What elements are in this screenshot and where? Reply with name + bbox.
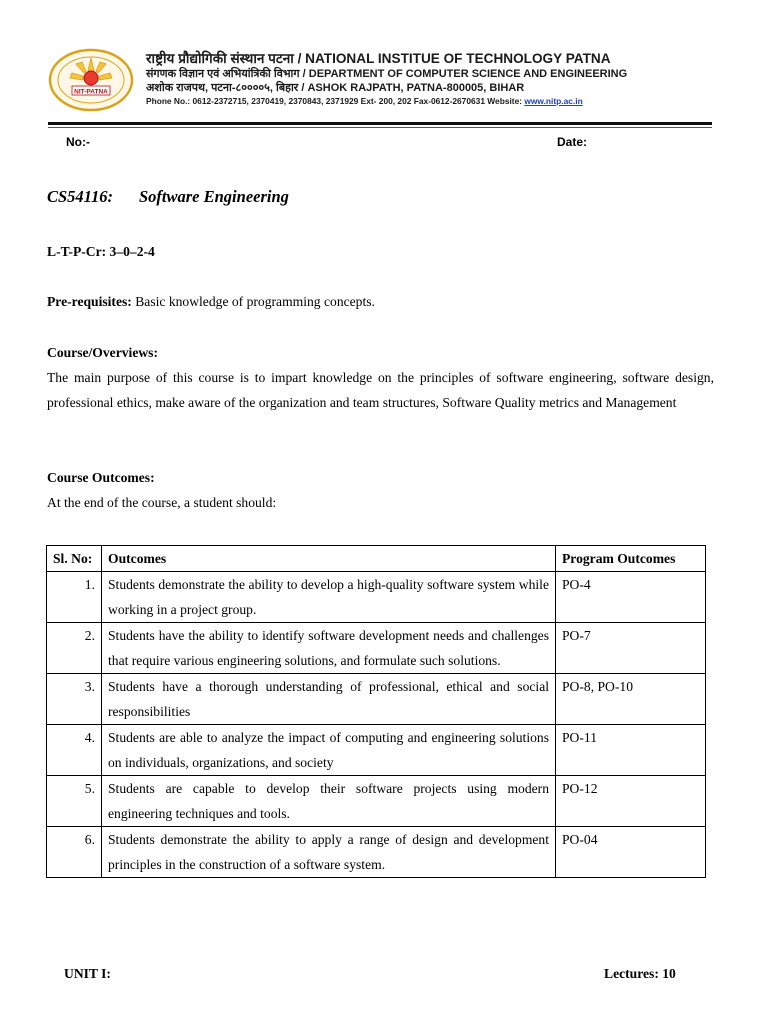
website-link[interactable]: www.nitp.ac.in (524, 96, 583, 106)
row-program-outcome: PO-11 (556, 725, 706, 776)
nit-patna-logo (48, 48, 134, 112)
unit-label: UNIT I: (64, 966, 111, 981)
letterhead (44, 44, 724, 122)
row-outcome: Students are capable to develop their software projects using modern engineering techniques and tools. (102, 776, 556, 827)
table-row (47, 674, 706, 725)
date-label: Date: (557, 135, 588, 149)
contact-phone-fax: Phone No.: 0612-2372715, 2370419, 2370843, 2371929 Ext- 200, 202 Fax-0612-2670631 Website: (146, 96, 525, 106)
row-sl: 4. (47, 725, 102, 776)
lectures-count: Lectures: 10 (604, 966, 676, 981)
outcomes-table (46, 545, 706, 878)
row-outcome: Students are able to analyze the impact of computing and engineering solutions on individuals, organizations, and society (102, 725, 556, 776)
table-row (47, 623, 706, 674)
overview-text: The main purpose of this course is to impart knowledge on the principles of software engineering, software design, professional ethics, make aware of the organization and team structures, Software Quality metrics and Management (47, 370, 714, 410)
letterhead-rule-thin (48, 127, 712, 128)
header-sl-no: Sl. No: (47, 546, 102, 572)
contact-line (146, 95, 724, 107)
course-name: Software Engineering (139, 187, 289, 206)
row-sl: 2. (47, 623, 102, 674)
department-name: संगणक विज्ञान एवं अभियांत्रिकी विभाग / DEPARTMENT OF COMPUTER SCIENCE AND ENGINEERING (146, 68, 628, 80)
row-outcome: Students have the ability to identify software development needs and challenges that require various engineering solutions, and formulate such solutions. (102, 623, 556, 674)
row-sl: 3. (47, 674, 102, 725)
prereq-text: Basic knowledge of programming concepts. (131, 294, 375, 309)
row-program-outcome: PO-4 (556, 572, 706, 623)
institute-name: राष्ट्रीय प्रौद्योगिकी संस्थान पटना / NATIONAL INSTITUE OF TECHNOLOGY PATNA (146, 51, 611, 66)
row-program-outcome: PO-04 (556, 827, 706, 878)
row-outcome: Students have a thorough understanding of professional, ethical and social responsibilities (102, 674, 556, 725)
outcomes-intro: At the end of the course, a student should: (47, 495, 277, 510)
row-outcome: Students demonstrate the ability to develop a high-quality software system while working in a project group. (102, 572, 556, 623)
table-row (47, 776, 706, 827)
table-row (47, 725, 706, 776)
header-outcomes: Outcomes (102, 546, 556, 572)
table-row (47, 572, 706, 623)
letterhead-rule-thick (48, 122, 712, 125)
row-program-outcome: PO-12 (556, 776, 706, 827)
header-program-outcomes: Program Outcomes (556, 546, 706, 572)
prereq-label: Pre-requisites: (47, 294, 132, 309)
ltpc-line: L-T-P-Cr: 3–0–2-4 (47, 244, 155, 259)
logo-text: NIT-PATNA (74, 88, 108, 96)
row-program-outcome: PO-8, PO-10 (556, 674, 706, 725)
outcomes-heading: Course Outcomes: (47, 470, 155, 485)
prerequisites (47, 289, 714, 314)
table-row (47, 827, 706, 878)
row-program-outcome: PO-7 (556, 623, 706, 674)
row-outcome: Students demonstrate the ability to apply a range of design and development principles in the construction of a software system. (102, 827, 556, 878)
overview-heading: Course/Overviews: (47, 345, 158, 360)
course-title (47, 187, 289, 207)
number-label: No:- (66, 135, 90, 149)
institute-address: अशोक राजपथ, पटना-८००००५, बिहार / ASHOK RAJPATH, PATNA-800005, BIHAR (146, 82, 525, 94)
row-sl: 6. (47, 827, 102, 878)
table-header-row (47, 546, 706, 572)
row-sl: 5. (47, 776, 102, 827)
course-code: CS54116: (47, 187, 114, 206)
row-sl: 1. (47, 572, 102, 623)
